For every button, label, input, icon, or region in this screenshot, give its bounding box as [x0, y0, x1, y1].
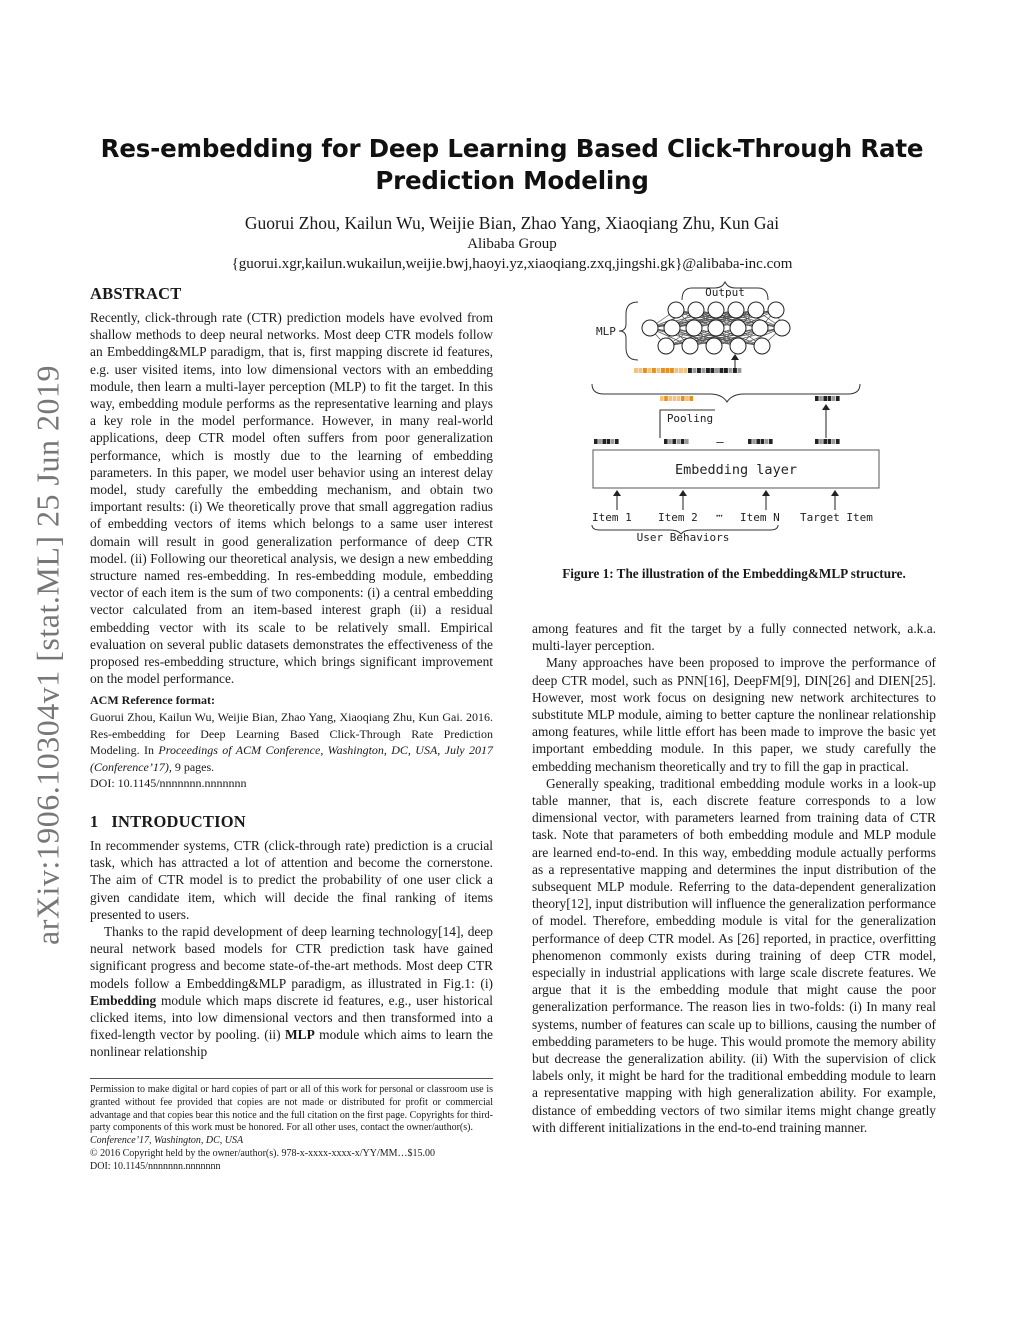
- mlp-neuron: [682, 338, 698, 354]
- email: {guorui.xgr,kailun.wukailun,weijie.bwj,haoyi.yz,xiaoqiang.zxq,jingshi.gk}@alibaba-inc.com: [231, 256, 793, 272]
- concat-cell: [634, 368, 638, 373]
- concat-cell: [697, 368, 701, 373]
- mlp-neuron: [730, 338, 746, 354]
- embedding-cell: [602, 439, 606, 444]
- conference-text: Conference’17, Washington, DC, USA: [90, 1135, 244, 1147]
- pooled-cell: [681, 396, 685, 401]
- text-run: Thanks to the rapid development of deep learning technology[14], deep neural network based models for CTR prediction task have gained significant progress and become state-of-the-art methods. Most deep CTR models follow a Embedding&MLP paradigm, as illustrated in Fig.1: (i): [90, 923, 493, 991]
- target-cell: [828, 396, 832, 401]
- target-cell: [823, 396, 827, 401]
- copyright-line: © 2016 Copyright held by the owner/author(s). 978-x-xxxx-xxxx-x/YY/MM…$15.00: [90, 1147, 436, 1159]
- mlp-brace: [619, 302, 638, 360]
- embedding-cell: [752, 439, 756, 444]
- mlp-neuron: [728, 302, 744, 318]
- concat-cell: [688, 368, 692, 373]
- pooled-cell: [685, 396, 689, 401]
- intro-paragraph: [90, 923, 493, 1061]
- pooling-label: Pooling: [666, 412, 714, 425]
- concat-cell: [675, 368, 679, 373]
- embedding-cell: [836, 439, 840, 444]
- arrow-head: [822, 404, 830, 410]
- pooled-cell: [664, 396, 668, 401]
- permission-notice: Permission to make digital or hard copies of part or all of this work for personal or classroom use is granted without fee provided that copies are not made or distributed for profit or commercial advantage and that copies bear this notice and the full citation on the first page. Copyrights for third-party components of this work must be honored. For all other uses, contact the owner/author(s).: [90, 1084, 493, 1134]
- concat-cell: [639, 368, 643, 373]
- ellipsis-label: ⋯: [716, 509, 723, 522]
- dash-label: –: [716, 435, 724, 449]
- embedding-cell: [672, 439, 676, 444]
- concat-cell: [693, 368, 697, 373]
- embedding-layer-label: Embedding layer: [675, 462, 797, 478]
- copyright-block: [90, 1078, 493, 1174]
- bold-term: MLP: [285, 1027, 315, 1043]
- abstract-heading: ABSTRACT: [90, 284, 182, 303]
- arrow-head: [731, 354, 739, 360]
- mlp-neuron: [706, 338, 722, 354]
- embedding-cell: [828, 439, 832, 444]
- embedding-cell: [765, 439, 769, 444]
- pooled-cell: [689, 396, 693, 401]
- user-behaviors-label: User Behaviors: [636, 531, 730, 544]
- right-column: [532, 620, 936, 1136]
- target-cell: [815, 396, 819, 401]
- concat-cell: [670, 368, 674, 373]
- pooled-vector: [660, 396, 693, 401]
- text-run: module which aims to learn the nonlinear relationship: [90, 1027, 493, 1060]
- embedding-cell: [832, 439, 836, 444]
- embedding-cell: [761, 439, 765, 444]
- text-run: module which maps discrete id features, e.g., user historical clicked items, into low dimensional vectors and then transformed into a fixed-length vector by pooling. (ii): [90, 992, 493, 1043]
- pooled-cell: [677, 396, 681, 401]
- embedding-cell: [668, 439, 672, 444]
- concat-cell: [643, 368, 647, 373]
- input-arrow-heads: [613, 490, 839, 496]
- embedding-cell: [685, 439, 689, 444]
- mlp-neuron: [752, 320, 768, 336]
- embedding-cell: [769, 439, 773, 444]
- concat-cell: [702, 368, 706, 373]
- concat-cell: [724, 368, 728, 373]
- pooled-cell: [668, 396, 672, 401]
- concat-cell: [666, 368, 670, 373]
- embedding-cell: [594, 439, 598, 444]
- intro-paragraph: In recommender systems, CTR (click-through rate) prediction is a crucial task, which has attracted a lot of attention and become the cornerstone. The aim of CTR model is to predict the probability of one user click a given candidate item, which will decide the final ranking of items presented to users.: [90, 837, 493, 922]
- concat-cell: [684, 368, 688, 373]
- acm-reference-venue: Proceedings of ACM Conference, Washington, DC, USA, July 2017 (Conference’17),: [90, 743, 493, 774]
- concat-cell: [661, 368, 665, 373]
- concat-cell: [706, 368, 710, 373]
- concat-cell: [733, 368, 737, 373]
- output-label: Output: [705, 286, 745, 299]
- intro-paragraph: Generally speaking, traditional embedding module works in a look-up table manner, that is, each discrete feature corresponds to a low dimensional vector, with parameters learned from training data of CTR task. Note that parameters of both embedding module and MLP module are learned end-to-end. In this way, embedding module actually performs as a representative mapping and determines the input distribution of the subsequent MLP module. Referring to the data-dependent generalization theory[12], input distribution will influence the generalization performance of model. Therefore, embedding module is vital for the generalization performance of deep CTR model. As [26] reported, in practice, overfitting phenomenon commonly exists during training of deep CTR model, especially in industrial applications with large scale discrete features. We argue that it is the embedding module that might cause the poor generalization performance. The reason lies in two-folds: (i) In many real systems, number of features can scale up to billions, causing the number of embedding parameters to be huge. This would promote the memory ability but decrease the generalization ability. (ii) With the supervision of click labels only, it might be hard for the traditional embedding module to learn a representative mapping with high generalization ability. For example, distance of embedding vectors of two similar items might change greatly with different initializations in the end-to-end training manner.: [532, 775, 936, 1135]
- acm-reference-text: Guorui Zhou, Kailun Wu, Weijie Bian, Zhao Yang, Xiaoqiang Zhu, Kun Gai. 2016. Res-embedding for Deep Learning Based Click-Through Rate Prediction Modeling. In: [90, 710, 493, 758]
- concat-cell: [720, 368, 724, 373]
- acm-reference-pages: 9 pages.: [171, 759, 215, 774]
- mlp-neuron: [688, 302, 704, 318]
- embedding-cell: [815, 439, 819, 444]
- concat-cell: [715, 368, 719, 373]
- embedding-cell: [819, 439, 823, 444]
- introduction-heading: 1 INTRODUCTION: [90, 811, 246, 831]
- concat-vector: [634, 368, 741, 373]
- left-column: [90, 284, 493, 1061]
- acm-reference-heading: ACM Reference format:: [90, 693, 216, 708]
- figure-embedding-mlp: [530, 280, 940, 560]
- intro-paragraph: Many approaches have been proposed to improve the performance of deep CTR model, such as PNN[16], DeepFM[9], DIN[26] and DIEN[25]. However, most work focus on designing new network architectures to substitute MLP module, aiming to better capture the nonlinear relationship among features, while little effort has been made to improve the basic yet important embedding module. In this paper, we study carefully the embedding mechanism theoretically and try to fill the gap in practical.: [532, 655, 936, 774]
- bold-term: Embedding: [90, 992, 157, 1008]
- mlp-neuron: [754, 338, 770, 354]
- mlp-neuron: [658, 338, 674, 354]
- embedding-cell: [607, 439, 611, 444]
- embedding-cell: [677, 439, 681, 444]
- concat-cell: [729, 368, 733, 373]
- pooled-cell: [660, 396, 664, 401]
- concat-cell: [657, 368, 661, 373]
- affiliation: Alibaba Group: [467, 236, 557, 252]
- pooled-cell: [673, 396, 677, 401]
- acm-reference: [90, 709, 493, 792]
- paper-title: Res-embedding for Deep Learning Based Click-Through Rate Prediction Modeling: [100, 134, 924, 195]
- embedding-cell: [598, 439, 602, 444]
- figure-caption: Figure 1: The illustration of the Embedding&MLP structure.: [562, 566, 906, 581]
- mlp-neuron: [748, 302, 764, 318]
- mlp-neuron: [686, 320, 702, 336]
- target-cell: [832, 396, 836, 401]
- concat-cell: [738, 368, 742, 373]
- arxiv-stamp: arXiv:1906.10304v1 [stat.ML] 25 Jun 2019: [29, 365, 66, 945]
- embedding-cell: [756, 439, 760, 444]
- embedding-cell: [681, 439, 685, 444]
- intro-paragraph: among features and fit the target by a fully connected network, a.k.a. multi-layer perception.: [532, 621, 936, 654]
- concat-cell: [711, 368, 715, 373]
- item-2-label: Item 2: [658, 511, 698, 524]
- mlp-neuron: [768, 302, 784, 318]
- concat-cell: [679, 368, 683, 373]
- input-arrows: [617, 492, 835, 510]
- concat-cell: [648, 368, 652, 373]
- mlp-neuron: [708, 302, 724, 318]
- embedding-cell: [664, 439, 668, 444]
- target-item-label: Target Item: [800, 511, 873, 524]
- mlp-neuron: [664, 320, 680, 336]
- embedding-cell: [823, 439, 827, 444]
- embedding-cell: [615, 439, 619, 444]
- item-1-label: Item 1: [592, 511, 632, 524]
- embedding-cell: [748, 439, 752, 444]
- copyright-doi: DOI: 10.1145/nnnnnnn.nnnnnnn: [90, 1160, 221, 1172]
- mlp-label: MLP: [596, 325, 616, 338]
- target-cell: [819, 396, 823, 401]
- mlp-neuron: [668, 302, 684, 318]
- authors: Guorui Zhou, Kailun Wu, Weijie Bian, Zhao Yang, Xiaoqiang Zhu, Kun Gai: [244, 213, 780, 233]
- acm-reference-doi: DOI: 10.1145/nnnnnnn.nnnnnnn: [90, 776, 247, 791]
- embedding-cell: [611, 439, 615, 444]
- mlp-neuron: [708, 320, 724, 336]
- conference-line: [90, 1135, 493, 1148]
- abstract-text: Recently, click-through rate (CTR) prediction models have evolved from shallow methods to deep neural networks. Most deep CTR models follow an Embedding&MLP paradigm, that is, first mapping discrete id features, e.g. user visited items, into low dimensional vectors with an embedding module, then learn a multi-layer perception (MLP) to fit the target. In this way, embedding module performs as the representative learning and plays a key role in the model performance. However, in many real-world applications, deep CTR model often suffers from poor generalization performance, which is mostly due to the learning of embedding parameters. In this paper, we model user behavior using an interest delay model, study carefully the embedding mechanism, and obtain two important results: (i) We theoretically prove that small aggregation radius of embedding vectors of items which belongs to a same user interest domain will result in good generalization performance of deep CTR model. (ii) Following our theoretical analysis, we design a new embedding structure named res-embedding. In res-embedding module, embedding vector of each item is the sum of two components: (i) a central embedding vector calculated from an item-based interest graph (ii) a residual embedding vector with its scale to be relatively small. Empirical evaluation on several public datasets demonstrates the effectiveness of the proposed res-embedding structure, which brings significant improvement on the model performance.: [90, 310, 493, 687]
- mlp-neuron: [642, 320, 658, 336]
- concat-cell: [652, 368, 656, 373]
- mlp-neurons: [642, 302, 790, 354]
- target-vector-output: [815, 396, 840, 401]
- target-cell: [836, 396, 840, 401]
- item-n-label: Item N: [740, 511, 780, 524]
- introduction-section: [90, 812, 493, 1061]
- mlp-neuron: [774, 320, 790, 336]
- mlp-neuron: [730, 320, 746, 336]
